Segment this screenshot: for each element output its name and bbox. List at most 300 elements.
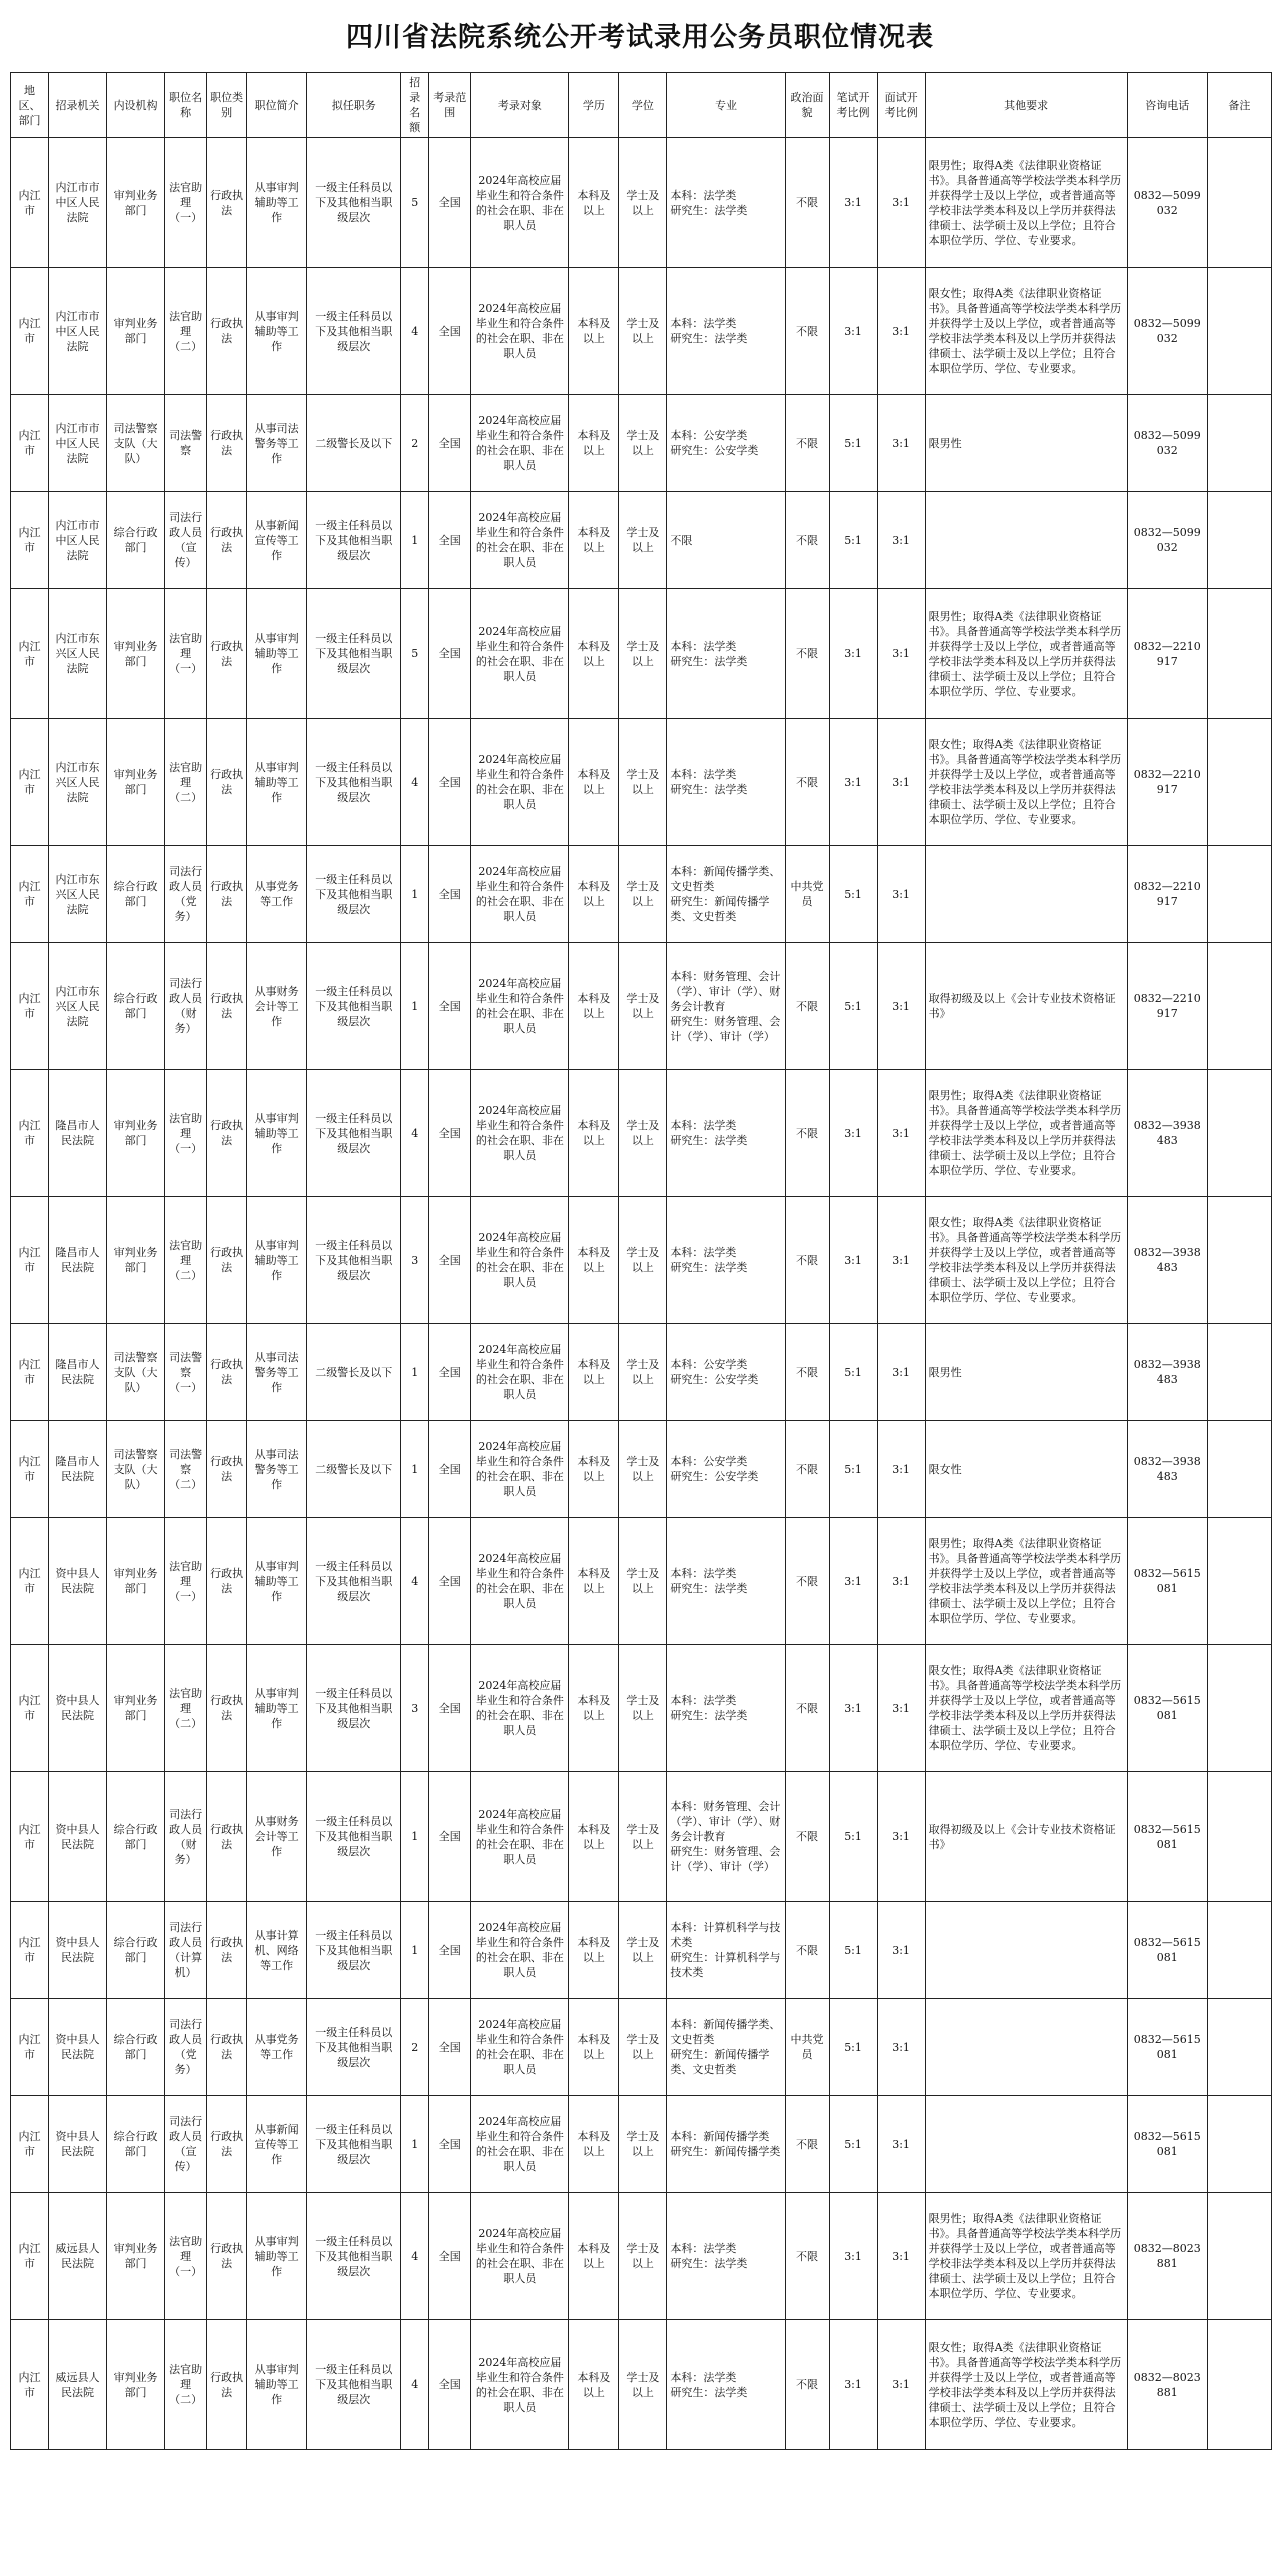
cell-region: 内江市 <box>11 492 49 589</box>
cell-position-name: 司法行政人员（宣传） <box>165 492 207 589</box>
cell-position-category: 行政执法 <box>207 395 247 492</box>
cell-position-name: 司法行政人员（党务） <box>165 846 207 943</box>
cell-written-ratio: 5:1 <box>829 1772 877 1902</box>
cell-degree: 学士及以上 <box>619 719 667 846</box>
cell-major: 本科：公安学类 研究生：公安学类 <box>667 395 785 492</box>
cell-phone: 0832—5615081 <box>1127 1645 1207 1772</box>
cell-major: 本科：法学类 研究生：法学类 <box>667 2193 785 2320</box>
header-position-category: 职位类别 <box>207 73 247 138</box>
cell-education: 本科及以上 <box>569 719 619 846</box>
cell-position-name: 司法行政人员（财务） <box>165 1772 207 1902</box>
cell-written-ratio: 5:1 <box>829 1324 877 1421</box>
cell-quota: 5 <box>401 138 429 268</box>
cell-recruiting-agency: 内江市市中区人民法院 <box>49 138 107 268</box>
cell-recruiting-agency: 隆昌市人民法院 <box>49 1197 107 1324</box>
cell-remarks <box>1207 268 1271 395</box>
cell-remarks <box>1207 846 1271 943</box>
header-education: 学历 <box>569 73 619 138</box>
cell-interview-ratio: 3:1 <box>877 138 925 268</box>
cell-quota: 3 <box>401 1645 429 1772</box>
cell-position-category: 行政执法 <box>207 1645 247 1772</box>
cell-remarks <box>1207 492 1271 589</box>
cell-interview-ratio: 3:1 <box>877 1999 925 2096</box>
cell-quota: 1 <box>401 1902 429 1999</box>
cell-political-status: 不限 <box>785 943 829 1070</box>
cell-proposed-rank: 一级主任科员以下及其他相当职级层次 <box>307 1518 401 1645</box>
cell-education: 本科及以上 <box>569 2096 619 2193</box>
table-row <box>11 395 1272 492</box>
cell-interview-ratio: 3:1 <box>877 1518 925 1645</box>
cell-proposed-rank: 一级主任科员以下及其他相当职级层次 <box>307 2096 401 2193</box>
cell-exam-scope: 全国 <box>429 2096 471 2193</box>
cell-position-category: 行政执法 <box>207 846 247 943</box>
cell-interview-ratio: 3:1 <box>877 846 925 943</box>
cell-region: 内江市 <box>11 1197 49 1324</box>
cell-education: 本科及以上 <box>569 943 619 1070</box>
cell-exam-target: 2024年高校应届毕业生和符合条件的社会在职、非在职人员 <box>471 1902 569 1999</box>
cell-other-requirements: 限男性；取得A类《法律职业资格证书》。具备普通高等学校法学类本科学历并获得学士及以上学位，或者普通高等学校非法学类本科及以上学历并获得法律硕士、法学硕士及以上学位；且符合本职位学历、学位、专业要求。 <box>925 2193 1127 2320</box>
cell-exam-target: 2024年高校应届毕业生和符合条件的社会在职、非在职人员 <box>471 492 569 589</box>
cell-quota: 1 <box>401 1421 429 1518</box>
cell-exam-target: 2024年高校应届毕业生和符合条件的社会在职、非在职人员 <box>471 1645 569 1772</box>
cell-political-status: 中共党员 <box>785 846 829 943</box>
cell-written-ratio: 3:1 <box>829 138 877 268</box>
cell-position-intro: 从事财务会计等工作 <box>247 1772 307 1902</box>
cell-position-category: 行政执法 <box>207 943 247 1070</box>
cell-quota: 1 <box>401 1772 429 1902</box>
cell-position-intro: 从事审判辅助等工作 <box>247 1197 307 1324</box>
cell-education: 本科及以上 <box>569 1772 619 1902</box>
cell-other-requirements: 取得初级及以上《会计专业技术资格证书》 <box>925 1772 1127 1902</box>
cell-proposed-rank: 二级警长及以下 <box>307 1421 401 1518</box>
cell-region: 内江市 <box>11 1421 49 1518</box>
cell-department: 审判业务部门 <box>107 719 165 846</box>
cell-phone: 0832—5615081 <box>1127 1518 1207 1645</box>
cell-department: 综合行政部门 <box>107 846 165 943</box>
header-proposed-rank: 拟任职务 <box>307 73 401 138</box>
cell-quota: 3 <box>401 1197 429 1324</box>
cell-written-ratio: 3:1 <box>829 2193 877 2320</box>
cell-interview-ratio: 3:1 <box>877 2096 925 2193</box>
cell-department: 司法警察支队（大队） <box>107 395 165 492</box>
cell-recruiting-agency: 威远县人民法院 <box>49 2193 107 2320</box>
cell-written-ratio: 3:1 <box>829 1070 877 1197</box>
cell-written-ratio: 5:1 <box>829 846 877 943</box>
cell-position-category: 行政执法 <box>207 1518 247 1645</box>
cell-position-name: 法官助理（二） <box>165 2320 207 2450</box>
cell-phone: 0832—3938483 <box>1127 1197 1207 1324</box>
cell-exam-target: 2024年高校应届毕业生和符合条件的社会在职、非在职人员 <box>471 2193 569 2320</box>
cell-political-status: 不限 <box>785 589 829 719</box>
header-other-requirements: 其他要求 <box>925 73 1127 138</box>
cell-degree: 学士及以上 <box>619 1324 667 1421</box>
cell-political-status: 不限 <box>785 492 829 589</box>
cell-degree: 学士及以上 <box>619 943 667 1070</box>
cell-written-ratio: 5:1 <box>829 1421 877 1518</box>
cell-degree: 学士及以上 <box>619 2320 667 2450</box>
cell-proposed-rank: 一级主任科员以下及其他相当职级层次 <box>307 846 401 943</box>
cell-political-status: 不限 <box>785 719 829 846</box>
cell-phone: 0832—2210917 <box>1127 846 1207 943</box>
cell-major: 本科：新闻传播学类、文史哲类 研究生：新闻传播学类、文史哲类 <box>667 846 785 943</box>
cell-exam-target: 2024年高校应届毕业生和符合条件的社会在职、非在职人员 <box>471 1772 569 1902</box>
cell-department: 综合行政部门 <box>107 1772 165 1902</box>
cell-major: 本科：法学类 研究生：法学类 <box>667 589 785 719</box>
cell-political-status: 不限 <box>785 138 829 268</box>
cell-political-status: 不限 <box>785 1324 829 1421</box>
cell-position-intro: 从事审判辅助等工作 <box>247 1518 307 1645</box>
cell-recruiting-agency: 内江市市中区人民法院 <box>49 268 107 395</box>
cell-exam-scope: 全国 <box>429 1421 471 1518</box>
cell-degree: 学士及以上 <box>619 1902 667 1999</box>
cell-position-intro: 从事党务等工作 <box>247 846 307 943</box>
cell-proposed-rank: 一级主任科员以下及其他相当职级层次 <box>307 1070 401 1197</box>
cell-recruiting-agency: 资中县人民法院 <box>49 2096 107 2193</box>
cell-department: 综合行政部门 <box>107 492 165 589</box>
cell-proposed-rank: 一级主任科员以下及其他相当职级层次 <box>307 138 401 268</box>
cell-major: 本科：法学类 研究生：法学类 <box>667 1645 785 1772</box>
cell-major: 不限 <box>667 492 785 589</box>
cell-written-ratio: 3:1 <box>829 2320 877 2450</box>
cell-exam-scope: 全国 <box>429 1324 471 1421</box>
table-row <box>11 2096 1272 2193</box>
cell-education: 本科及以上 <box>569 1518 619 1645</box>
cell-other-requirements: 限女性；取得A类《法律职业资格证书》。具备普通高等学校法学类本科学历并获得学士及以上学位，或者普通高等学校非法学类本科及以上学历并获得法律硕士、法学硕士及以上学位；且符合本职位学历、学位、专业要求。 <box>925 719 1127 846</box>
cell-region: 内江市 <box>11 943 49 1070</box>
cell-phone: 0832—3938483 <box>1127 1324 1207 1421</box>
cell-region: 内江市 <box>11 2096 49 2193</box>
table-row <box>11 1421 1272 1518</box>
cell-education: 本科及以上 <box>569 1324 619 1421</box>
cell-region: 内江市 <box>11 2193 49 2320</box>
cell-proposed-rank: 一级主任科员以下及其他相当职级层次 <box>307 2320 401 2450</box>
cell-degree: 学士及以上 <box>619 492 667 589</box>
cell-quota: 4 <box>401 719 429 846</box>
cell-position-intro: 从事审判辅助等工作 <box>247 268 307 395</box>
cell-political-status: 中共党员 <box>785 1999 829 2096</box>
cell-major: 本科：新闻传播学类、文史哲类 研究生：新闻传播学类、文史哲类 <box>667 1999 785 2096</box>
cell-department: 审判业务部门 <box>107 2193 165 2320</box>
cell-political-status: 不限 <box>785 1070 829 1197</box>
cell-position-intro: 从事计算机、网络等工作 <box>247 1902 307 1999</box>
header-quota: 招录名额 <box>401 73 429 138</box>
cell-exam-target: 2024年高校应届毕业生和符合条件的社会在职、非在职人员 <box>471 1070 569 1197</box>
cell-position-category: 行政执法 <box>207 1197 247 1324</box>
cell-position-category: 行政执法 <box>207 1324 247 1421</box>
table-row <box>11 589 1272 719</box>
header-recruiting-agency: 招录机关 <box>49 73 107 138</box>
cell-interview-ratio: 3:1 <box>877 2320 925 2450</box>
cell-quota: 1 <box>401 2096 429 2193</box>
cell-interview-ratio: 3:1 <box>877 268 925 395</box>
cell-phone: 0832—5615081 <box>1127 1902 1207 1999</box>
cell-exam-target: 2024年高校应届毕业生和符合条件的社会在职、非在职人员 <box>471 268 569 395</box>
cell-recruiting-agency: 资中县人民法院 <box>49 1902 107 1999</box>
cell-exam-target: 2024年高校应届毕业生和符合条件的社会在职、非在职人员 <box>471 1324 569 1421</box>
cell-interview-ratio: 3:1 <box>877 492 925 589</box>
cell-position-name: 法官助理（一） <box>165 1518 207 1645</box>
position-table <box>10 72 1272 2450</box>
table-row <box>11 1999 1272 2096</box>
cell-region: 内江市 <box>11 1999 49 2096</box>
cell-exam-scope: 全国 <box>429 2320 471 2450</box>
cell-recruiting-agency: 内江市东兴区人民法院 <box>49 943 107 1070</box>
cell-major: 本科：新闻传播学类 研究生：新闻传播学类 <box>667 2096 785 2193</box>
cell-phone: 0832—3938483 <box>1127 1421 1207 1518</box>
cell-department: 综合行政部门 <box>107 2096 165 2193</box>
cell-political-status: 不限 <box>785 268 829 395</box>
cell-position-name: 法官助理（二） <box>165 1645 207 1772</box>
header-degree: 学位 <box>619 73 667 138</box>
table-row <box>11 943 1272 1070</box>
cell-phone: 0832—2210917 <box>1127 943 1207 1070</box>
cell-other-requirements: 取得初级及以上《会计专业技术资格证书》 <box>925 943 1127 1070</box>
cell-quota: 1 <box>401 943 429 1070</box>
cell-region: 内江市 <box>11 1518 49 1645</box>
cell-recruiting-agency: 内江市市中区人民法院 <box>49 492 107 589</box>
cell-position-category: 行政执法 <box>207 2096 247 2193</box>
cell-position-name: 法官助理（一） <box>165 1070 207 1197</box>
cell-recruiting-agency: 内江市市中区人民法院 <box>49 395 107 492</box>
cell-remarks <box>1207 2193 1271 2320</box>
cell-other-requirements <box>925 1999 1127 2096</box>
cell-phone: 0832—5099032 <box>1127 138 1207 268</box>
cell-written-ratio: 3:1 <box>829 1518 877 1645</box>
cell-exam-scope: 全国 <box>429 138 471 268</box>
cell-exam-target: 2024年高校应届毕业生和符合条件的社会在职、非在职人员 <box>471 138 569 268</box>
cell-education: 本科及以上 <box>569 2193 619 2320</box>
cell-exam-scope: 全国 <box>429 1070 471 1197</box>
cell-degree: 学士及以上 <box>619 1518 667 1645</box>
cell-education: 本科及以上 <box>569 1421 619 1518</box>
cell-other-requirements: 限男性；取得A类《法律职业资格证书》。具备普通高等学校法学类本科学历并获得学士及以上学位，或者普通高等学校非法学类本科及以上学历并获得法律硕士、法学硕士及以上学位；且符合本职位学历、学位、专业要求。 <box>925 138 1127 268</box>
cell-remarks <box>1207 1070 1271 1197</box>
cell-proposed-rank: 一级主任科员以下及其他相当职级层次 <box>307 1197 401 1324</box>
cell-department: 审判业务部门 <box>107 589 165 719</box>
cell-position-intro: 从事新闻宣传等工作 <box>247 492 307 589</box>
cell-political-status: 不限 <box>785 1772 829 1902</box>
table-header-row <box>11 73 1272 138</box>
cell-position-name: 法官助理（二） <box>165 268 207 395</box>
cell-interview-ratio: 3:1 <box>877 1070 925 1197</box>
cell-remarks <box>1207 1421 1271 1518</box>
cell-written-ratio: 3:1 <box>829 719 877 846</box>
cell-major: 本科：公安学类 研究生：公安学类 <box>667 1421 785 1518</box>
cell-interview-ratio: 3:1 <box>877 943 925 1070</box>
cell-education: 本科及以上 <box>569 1645 619 1772</box>
cell-region: 内江市 <box>11 1324 49 1421</box>
cell-remarks <box>1207 1772 1271 1902</box>
cell-education: 本科及以上 <box>569 2320 619 2450</box>
cell-exam-target: 2024年高校应届毕业生和符合条件的社会在职、非在职人员 <box>471 1999 569 2096</box>
cell-recruiting-agency: 隆昌市人民法院 <box>49 1324 107 1421</box>
table-row <box>11 1645 1272 1772</box>
cell-political-status: 不限 <box>785 2096 829 2193</box>
cell-interview-ratio: 3:1 <box>877 1645 925 1772</box>
cell-other-requirements: 限男性；取得A类《法律职业资格证书》。具备普通高等学校法学类本科学历并获得学士及以上学位，或者普通高等学校非法学类本科及以上学历并获得法律硕士、法学硕士及以上学位；且符合本职位学历、学位、专业要求。 <box>925 1518 1127 1645</box>
cell-quota: 2 <box>401 1999 429 2096</box>
header-interview-ratio: 面试开考比例 <box>877 73 925 138</box>
cell-other-requirements: 限男性；取得A类《法律职业资格证书》。具备普通高等学校法学类本科学历并获得学士及以上学位，或者普通高等学校非法学类本科及以上学历并获得法律硕士、法学硕士及以上学位；且符合本职位学历、学位、专业要求。 <box>925 1070 1127 1197</box>
cell-education: 本科及以上 <box>569 1902 619 1999</box>
table-row <box>11 138 1272 268</box>
cell-exam-target: 2024年高校应届毕业生和符合条件的社会在职、非在职人员 <box>471 589 569 719</box>
cell-exam-scope: 全国 <box>429 395 471 492</box>
cell-major: 本科：法学类 研究生：法学类 <box>667 268 785 395</box>
cell-position-name: 司法行政人员（财务） <box>165 943 207 1070</box>
cell-phone: 0832—5099032 <box>1127 268 1207 395</box>
table-row <box>11 492 1272 589</box>
cell-position-category: 行政执法 <box>207 1772 247 1902</box>
cell-written-ratio: 5:1 <box>829 1902 877 1999</box>
header-phone: 咨询电话 <box>1127 73 1207 138</box>
cell-remarks <box>1207 1197 1271 1324</box>
cell-other-requirements: 限女性；取得A类《法律职业资格证书》。具备普通高等学校法学类本科学历并获得学士及以上学位，或者普通高等学校非法学类本科及以上学历并获得法律硕士、法学硕士及以上学位；且符合本职位学历、学位、专业要求。 <box>925 1197 1127 1324</box>
cell-degree: 学士及以上 <box>619 395 667 492</box>
cell-department: 审判业务部门 <box>107 138 165 268</box>
cell-exam-scope: 全国 <box>429 1772 471 1902</box>
cell-exam-target: 2024年高校应届毕业生和符合条件的社会在职、非在职人员 <box>471 1197 569 1324</box>
cell-interview-ratio: 3:1 <box>877 1772 925 1902</box>
cell-department: 综合行政部门 <box>107 1902 165 1999</box>
cell-interview-ratio: 3:1 <box>877 395 925 492</box>
cell-phone: 0832—8023881 <box>1127 2193 1207 2320</box>
cell-position-name: 司法警察（二） <box>165 1421 207 1518</box>
cell-position-name: 法官助理（二） <box>165 719 207 846</box>
header-major: 专业 <box>667 73 785 138</box>
cell-phone: 0832—3938483 <box>1127 1070 1207 1197</box>
cell-degree: 学士及以上 <box>619 589 667 719</box>
cell-proposed-rank: 二级警长及以下 <box>307 395 401 492</box>
cell-proposed-rank: 一级主任科员以下及其他相当职级层次 <box>307 589 401 719</box>
cell-exam-scope: 全国 <box>429 1902 471 1999</box>
cell-other-requirements <box>925 492 1127 589</box>
cell-recruiting-agency: 资中县人民法院 <box>49 1518 107 1645</box>
cell-written-ratio: 5:1 <box>829 1999 877 2096</box>
cell-interview-ratio: 3:1 <box>877 589 925 719</box>
cell-recruiting-agency: 内江市东兴区人民法院 <box>49 589 107 719</box>
table-row <box>11 1070 1272 1197</box>
cell-position-category: 行政执法 <box>207 1421 247 1518</box>
table-row <box>11 268 1272 395</box>
cell-political-status: 不限 <box>785 1421 829 1518</box>
cell-quota: 4 <box>401 1518 429 1645</box>
cell-exam-scope: 全国 <box>429 492 471 589</box>
cell-exam-scope: 全国 <box>429 719 471 846</box>
cell-exam-scope: 全国 <box>429 1645 471 1772</box>
cell-education: 本科及以上 <box>569 1999 619 2096</box>
cell-degree: 学士及以上 <box>619 1421 667 1518</box>
cell-remarks <box>1207 1324 1271 1421</box>
cell-exam-target: 2024年高校应届毕业生和符合条件的社会在职、非在职人员 <box>471 719 569 846</box>
cell-interview-ratio: 3:1 <box>877 1324 925 1421</box>
cell-education: 本科及以上 <box>569 395 619 492</box>
cell-exam-target: 2024年高校应届毕业生和符合条件的社会在职、非在职人员 <box>471 1421 569 1518</box>
cell-political-status: 不限 <box>785 1518 829 1645</box>
cell-position-name: 法官助理（一） <box>165 138 207 268</box>
table-row <box>11 1324 1272 1421</box>
cell-position-intro: 从事审判辅助等工作 <box>247 589 307 719</box>
cell-degree: 学士及以上 <box>619 1197 667 1324</box>
cell-remarks <box>1207 943 1271 1070</box>
cell-position-name: 司法行政人员（党务） <box>165 1999 207 2096</box>
cell-written-ratio: 5:1 <box>829 943 877 1070</box>
header-department: 内设机构 <box>107 73 165 138</box>
cell-exam-target: 2024年高校应届毕业生和符合条件的社会在职、非在职人员 <box>471 395 569 492</box>
cell-political-status: 不限 <box>785 1902 829 1999</box>
cell-position-category: 行政执法 <box>207 492 247 589</box>
cell-interview-ratio: 3:1 <box>877 1197 925 1324</box>
cell-major: 本科：法学类 研究生：法学类 <box>667 2320 785 2450</box>
cell-other-requirements <box>925 846 1127 943</box>
cell-position-name: 法官助理（二） <box>165 1197 207 1324</box>
cell-position-category: 行政执法 <box>207 268 247 395</box>
cell-political-status: 不限 <box>785 2320 829 2450</box>
cell-position-intro: 从事审判辅助等工作 <box>247 719 307 846</box>
cell-education: 本科及以上 <box>569 138 619 268</box>
cell-exam-target: 2024年高校应届毕业生和符合条件的社会在职、非在职人员 <box>471 943 569 1070</box>
cell-department: 审判业务部门 <box>107 1197 165 1324</box>
cell-phone: 0832—8023881 <box>1127 2320 1207 2450</box>
cell-degree: 学士及以上 <box>619 1070 667 1197</box>
cell-position-intro: 从事司法警务等工作 <box>247 1421 307 1518</box>
cell-major: 本科：公安学类 研究生：公安学类 <box>667 1324 785 1421</box>
cell-region: 内江市 <box>11 1070 49 1197</box>
cell-position-intro: 从事党务等工作 <box>247 1999 307 2096</box>
cell-exam-scope: 全国 <box>429 1518 471 1645</box>
header-exam-target: 考录对象 <box>471 73 569 138</box>
cell-exam-scope: 全国 <box>429 589 471 719</box>
cell-position-name: 司法警察（一） <box>165 1324 207 1421</box>
cell-proposed-rank: 一级主任科员以下及其他相当职级层次 <box>307 1772 401 1902</box>
cell-remarks <box>1207 1518 1271 1645</box>
cell-region: 内江市 <box>11 138 49 268</box>
cell-proposed-rank: 一级主任科员以下及其他相当职级层次 <box>307 1999 401 2096</box>
cell-region: 内江市 <box>11 395 49 492</box>
cell-interview-ratio: 3:1 <box>877 719 925 846</box>
cell-region: 内江市 <box>11 846 49 943</box>
cell-major: 本科：财务管理、会计（学）、审计（学）、财务会计教育 研究生：财务管理、会计（学）、审计（学） <box>667 943 785 1070</box>
cell-department: 司法警察支队（大队） <box>107 1421 165 1518</box>
cell-quota: 4 <box>401 2320 429 2450</box>
cell-position-intro: 从事司法警务等工作 <box>247 395 307 492</box>
cell-remarks <box>1207 2320 1271 2450</box>
cell-education: 本科及以上 <box>569 492 619 589</box>
cell-exam-scope: 全国 <box>429 846 471 943</box>
cell-education: 本科及以上 <box>569 1197 619 1324</box>
cell-interview-ratio: 3:1 <box>877 1421 925 1518</box>
cell-quota: 5 <box>401 589 429 719</box>
cell-position-name: 司法行政人员（宣传） <box>165 2096 207 2193</box>
cell-written-ratio: 3:1 <box>829 1645 877 1772</box>
cell-other-requirements: 限男性 <box>925 1324 1127 1421</box>
cell-written-ratio: 5:1 <box>829 2096 877 2193</box>
table-row <box>11 1197 1272 1324</box>
cell-recruiting-agency: 内江市东兴区人民法院 <box>49 719 107 846</box>
cell-phone: 0832—2210917 <box>1127 719 1207 846</box>
cell-exam-target: 2024年高校应届毕业生和符合条件的社会在职、非在职人员 <box>471 2320 569 2450</box>
cell-proposed-rank: 一级主任科员以下及其他相当职级层次 <box>307 1902 401 1999</box>
table-row <box>11 2320 1272 2450</box>
cell-remarks <box>1207 138 1271 268</box>
table-row <box>11 1772 1272 1902</box>
cell-position-name: 法官助理（一） <box>165 2193 207 2320</box>
table-row <box>11 719 1272 846</box>
cell-department: 综合行政部门 <box>107 1999 165 2096</box>
header-political-status: 政治面貌 <box>785 73 829 138</box>
cell-exam-scope: 全国 <box>429 943 471 1070</box>
cell-written-ratio: 5:1 <box>829 492 877 589</box>
